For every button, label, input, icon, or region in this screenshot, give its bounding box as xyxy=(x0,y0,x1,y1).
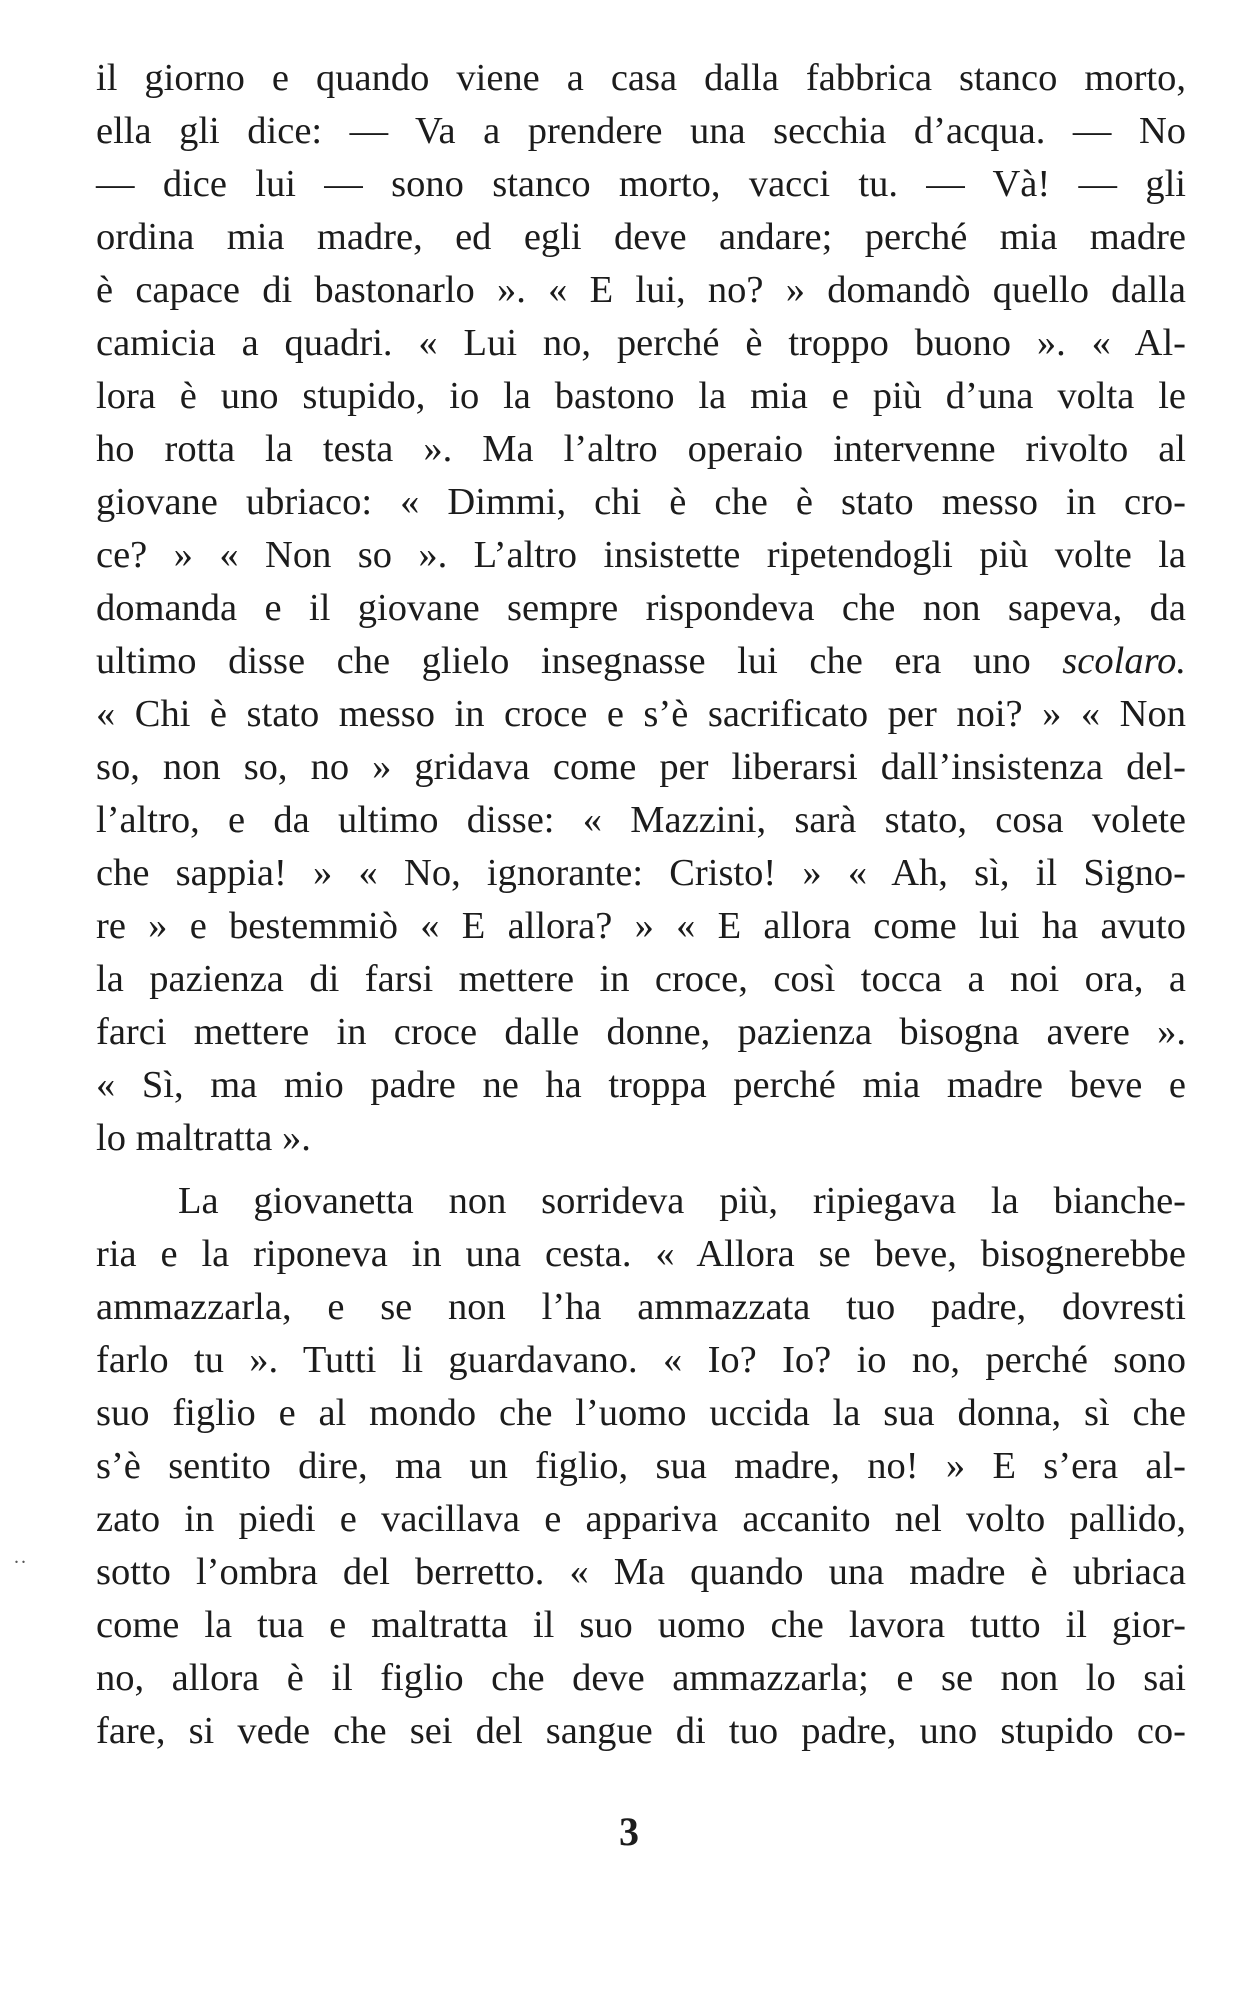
text-line: è capace di bastonarlo ». « E lui, no? » domandò quello dalla xyxy=(96,269,1186,311)
text-line: ria e la riponeva in una cesta. « Allora se beve, bisognerebbe xyxy=(96,1233,1186,1275)
text-line: domanda e il giovane sempre rispondeva che non sapeva, da xyxy=(96,587,1186,629)
text-line-main: ultimo disse che glielo insegnasse lui che era uno xyxy=(96,640,1031,682)
text-line: l’altro, e da ultimo disse: « Mazzini, sarà stato, cosa volete xyxy=(96,799,1186,841)
text-line: ce? » « Non so ». L’altro insistette ripetendogli più volte la xyxy=(96,534,1186,576)
text-line: ammazzarla, e se non l’ha ammazzata tuo padre, dovresti xyxy=(96,1286,1186,1328)
text-line: sotto l’ombra del berretto. « Ma quando una madre è ubriaca xyxy=(96,1551,1186,1593)
paragraph-first-line: La giovanetta non sorrideva più, ripiegava la bianche- xyxy=(178,1180,1186,1222)
text-line: che sappia! » « No, ignorante: Cristo! » « Ah, sì, il Signo- xyxy=(96,852,1186,894)
text-line: come la tua e maltratta il suo uomo che lavora tutto il gior- xyxy=(96,1604,1186,1646)
text-line: zato in piedi e vacillava e appariva accanito nel volto pallido, xyxy=(96,1498,1186,1540)
text-line: suo figlio e al mondo che l’uomo uccida la sua donna, sì che xyxy=(96,1392,1186,1434)
text-line: re » e bestemmiò « E allora? » « E allora come lui ha avuto xyxy=(96,905,1186,947)
margin-mark: .. xyxy=(14,1546,28,1568)
paragraph-gap xyxy=(96,1165,1186,1175)
text-line: il giorno e quando viene a casa dalla fabbrica stanco morto, xyxy=(96,57,1186,99)
text-line: giovane ubriaco: « Dimmi, chi è che è stato messo in cro- xyxy=(96,481,1186,523)
text-line: — dice lui — sono stanco morto, vacci tu. — Và! — gli xyxy=(96,163,1186,205)
text-line: s’è sentito dire, ma un figlio, sua madre, no! » E s’era al- xyxy=(96,1445,1186,1487)
text-line: ella gli dice: — Va a prendere una secchia d’acqua. — No xyxy=(96,110,1186,152)
text-line: farci mettere in croce dalle donne, pazienza bisogna avere ». xyxy=(96,1011,1186,1053)
text-line: ordina mia madre, ed egli deve andare; perché mia madre xyxy=(96,216,1186,258)
italic-word: scolaro. xyxy=(1062,640,1186,682)
text-line: lora è uno stupido, io la bastono la mia e più d’una volta le xyxy=(96,375,1186,417)
page-text xyxy=(96,52,1186,1758)
text-line: la pazienza di farsi mettere in croce, così tocca a noi ora, a xyxy=(96,958,1186,1000)
text-line: ho rotta la testa ». Ma l’altro operaio intervenne rivolto al xyxy=(96,428,1186,470)
paragraph-end-line: lo maltratta ». xyxy=(96,1117,311,1159)
page-number: 3 xyxy=(619,1809,639,1854)
text-line: camicia a quadri. « Lui no, perché è troppo buono ». « Al- xyxy=(96,322,1186,364)
text-line: so, non so, no » gridava come per liberarsi dall’insistenza del- xyxy=(96,746,1186,788)
text-line: « Chi è stato messo in croce e s’è sacrificato per noi? » « Non xyxy=(96,693,1186,735)
text-line: no, allora è il figlio che deve ammazzarla; e se non lo sai xyxy=(96,1657,1186,1699)
text-line: fare, si vede che sei del sangue di tuo padre, uno stupido co- xyxy=(96,1710,1186,1752)
text-line: « Sì, ma mio padre ne ha troppa perché mia madre beve e xyxy=(96,1064,1186,1106)
text-line: farlo tu ». Tutti li guardavano. « Io? Io? io no, perché sono xyxy=(96,1339,1186,1381)
text-line-with-italic xyxy=(96,635,1186,688)
